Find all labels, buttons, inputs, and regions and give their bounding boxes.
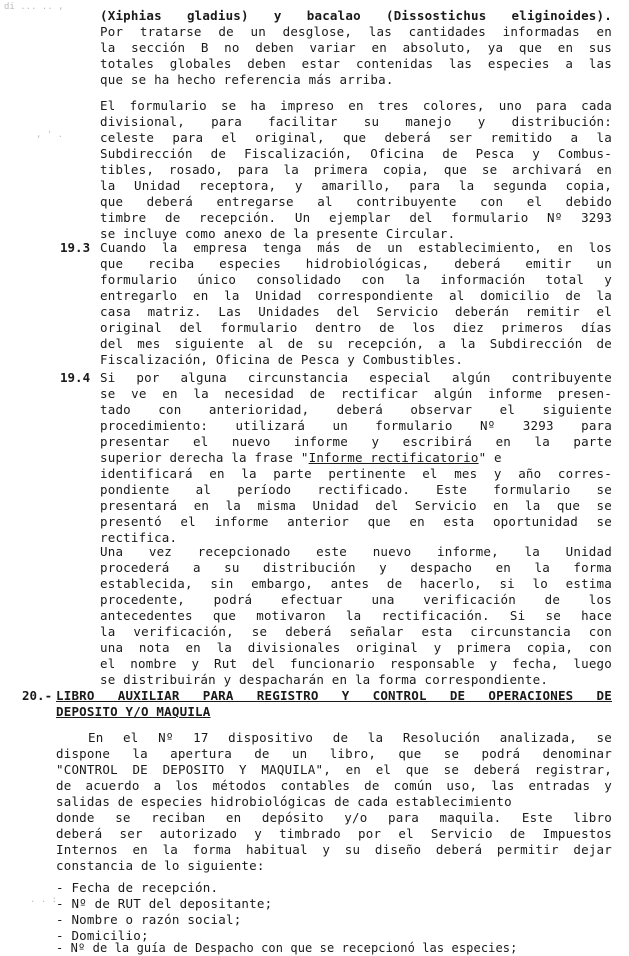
text-line: presentar el nuevo informe y escribirá en la parte: [100, 434, 612, 449]
text-line: presentó el informe anterior que en esta oportunidad se: [100, 514, 612, 529]
underlined-phrase: Informe rectificatorio: [308, 450, 479, 465]
text-line: rectifica.: [100, 530, 178, 545]
section-number: 19.3: [60, 240, 91, 255]
text-line: pondiente al período rectificado. Este formulario se: [100, 482, 612, 497]
text-line: de acuerdo a los métodos contables de común uso, las entradas y: [56, 778, 612, 793]
section-number: 19.4: [60, 370, 91, 385]
text-line: donde se reciban en depósito y/o para maquila. Este libro: [56, 810, 612, 825]
text-line: Por tratarse de un desglose, las cantidades informadas en: [100, 24, 612, 39]
text-line: una nota en la divisionales original y primera copia, con: [100, 640, 612, 655]
text-fragment: superior derecha la frase ": [100, 450, 309, 465]
text-line: Subdirección de Fiscalización, Oficina de Pesca y Combus-: [100, 146, 612, 161]
text-line: original del formulario dentro de los diez primeros días: [100, 320, 612, 335]
text-line: identificará en la parte pertinente el mes y año corres-: [100, 466, 612, 481]
text-line: procederá a su distribución y despacho en la forma: [100, 560, 612, 575]
text-line: totales globales deben estar contenidas las especies a las: [100, 56, 612, 71]
text-line: procedente, podrá efectuar una verificación de los: [100, 592, 612, 607]
list-item: - Nº de RUT del depositante;: [56, 896, 273, 911]
list-item: - Nº de la guía de Despacho con que se recepcionó las especies;: [56, 941, 518, 955]
text-line: se distribuirán y despacharán en la forma correspondiente.: [100, 672, 549, 687]
text-line: deberá ser autorizado y timbrado por el Servicio de Impuestos: [56, 826, 612, 841]
text-fragment: " e: [478, 450, 502, 465]
text-line: Una vez recepcionado este nuevo informe, la Unidad: [100, 544, 612, 559]
text-line: Cuando la empresa tenga más de un establecimiento, en los: [100, 240, 612, 255]
text-line: que deberá entregarse al contribuyente con el debido: [100, 194, 612, 209]
text-line: divisional, para facilitar su manejo y distribución:: [100, 114, 612, 129]
scan-speck: , ' .: [36, 130, 64, 140]
text-line: En el Nº 17 dispositivo de la Resolución analizada, se: [88, 730, 612, 745]
text-line: que reciba especies hidrobiológicas, deberá emitir un: [100, 256, 612, 271]
text-line: salidas de especies hidrobiológicas de cada establecimiento: [56, 794, 512, 809]
text-line: establecida, sin embargo, antes de hacerlo, si lo estima: [100, 576, 612, 591]
text-line: procedimiento: utilizará un formulario Nº 3293 para: [100, 418, 612, 433]
text-line: (Xiphias gladius) y bacalao (Dissostichus eliginoides).: [100, 8, 612, 23]
text-line: Si por alguna circunstancia especial algún contribuyente: [100, 370, 612, 385]
text-line: se incluye como anexo de la presente Circular.: [100, 226, 456, 241]
text-line: casa matriz. Las Unidades del Servicio deberán remitir el: [100, 304, 612, 319]
text-line: dispone la apertura de un libro, que se podrá denominar: [56, 746, 612, 761]
text-line: antecedentes que motivaron la rectificación. Si se hace: [100, 608, 612, 623]
text-line: la verificación, se deberá señalar esta circunstancia con: [100, 624, 612, 639]
section-number: 20.-: [22, 688, 53, 703]
list-item: - Fecha de recepción.: [56, 880, 219, 895]
text-line: [100, 450, 502, 466]
text-line: "CONTROL DE DEPOSITO Y MAQUILA", en el que se deberá registrar,: [56, 762, 612, 777]
text-line: que se ha hecho referencia más arriba.: [100, 72, 394, 87]
text-line: El formulario se ha impreso en tres colores, uno para cada: [100, 98, 612, 113]
text-line: presentará en la misma Unidad del Servicio en la que se: [100, 498, 612, 513]
section-title: DEPOSITO Y/O MAQUILA: [56, 704, 211, 719]
text-line: la Unidad receptora, y amarillo, para la segunda copia,: [100, 178, 612, 193]
text-line: constancia de lo siguiente:: [56, 858, 265, 873]
text-line: timbre de recepción. Un ejemplar del formulario Nº 3293: [100, 210, 612, 225]
text-line: del mes siguiente al de su recepción, a la Subdirección de: [100, 336, 612, 351]
scan-speck: di ... .. ,: [4, 2, 64, 12]
section-title: LIBRO AUXILIAR PARA REGISTRO Y CONTROL DE OPERACIONES DE: [56, 688, 612, 703]
text-line: entregarlo en la Unidad correspondiente al domicilio de la: [100, 288, 612, 303]
text-line: celeste para el original, que deberá ser remitido a la: [100, 130, 612, 145]
text-line: la sección B no deben variar en absoluto, ya que en sus: [100, 40, 612, 55]
text-line: se ve en la necesidad de rectificar algún informe presen-: [100, 386, 612, 401]
scan-speck: . . :: [30, 895, 58, 905]
text-line: Internos en la forma habitual y su diseño deberá permitir dejar: [56, 842, 612, 857]
text-line: tibles, rosado, para la primera copia, que se archivará en: [100, 162, 612, 177]
text-line: formulario único consolidado con la información total y: [100, 272, 612, 287]
text-line: el nombre y Rut del funcionario responsable y fecha, luego: [100, 656, 612, 671]
list-item: - Domicilio;: [56, 928, 149, 943]
text-line: tado con anterioridad, deberá observar el siguiente: [100, 402, 612, 417]
list-item: - Nombre o razón social;: [56, 912, 242, 927]
text-line: Fiscalización, Oficina de Pesca y Combustibles.: [100, 352, 464, 367]
